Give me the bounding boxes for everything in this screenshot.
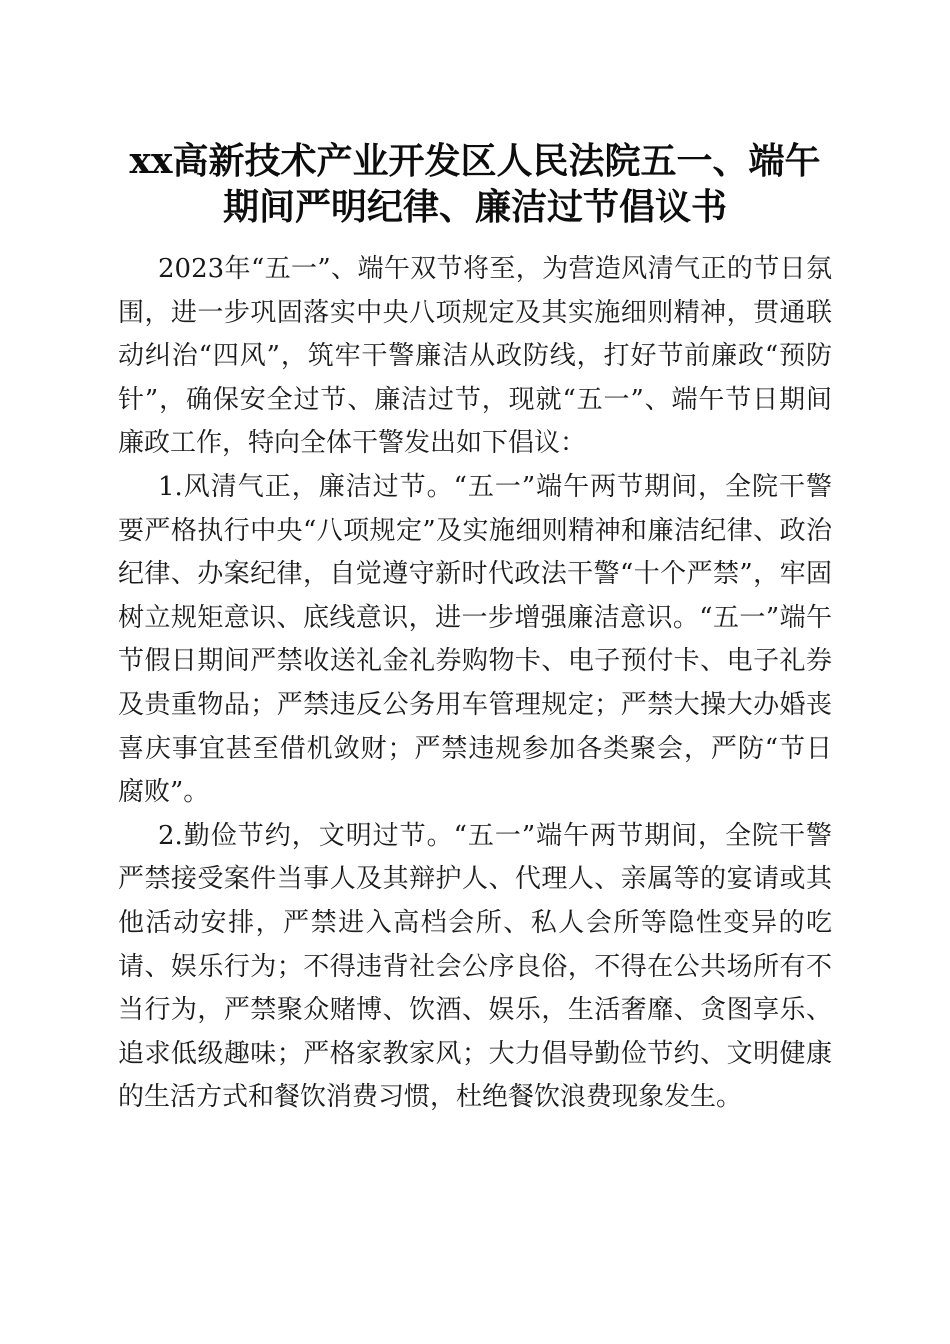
paragraph-item-2: 2.勤俭节约，文明过节。“五一”端午两节期间，全院干警严禁接受案件当事人及其辩护人、代理人、亲属等的宴请或其他活动安排，严禁进入高档会所、私人会所等隐性变异的吃请、娱乐行为；不得违背社会公序良俗，不得在公共场所有不当行为，严禁聚众赌博、饮酒、娱乐，生活奢靡、贪图享乐、追求低级趣味；严格家教家风；大力倡导勤俭节约、文明健康的生活方式和餐饮消费习惯，杜绝餐饮浪费现象发生。: [118, 820, 832, 1113]
document-title: [120, 138, 830, 230]
document-body: [118, 248, 832, 1120]
title-line-1: xx高新技术产业开发区人民法院五一、端午: [129, 140, 821, 182]
paragraph-item-1: 1.风清气正，廉洁过节。“五一”端午两节期间，全院干警要严格执行中央“八项规定”及实施细则精神和廉洁纪律、政治纪律、办案纪律，自觉遵守新时代政法干警“十个严禁”，牢固树立规矩意识、底线意识，进一步增强廉洁意识。“五一”端午节假日期间严禁收送礼金礼券购物卡、电子预付卡、电子礼券及贵重物品；严禁违反公务用车管理规定；严禁大操大办婚丧喜庆事宜甚至借机敛财；严禁违规参加各类聚会，严防“节日腐败”。: [118, 471, 832, 808]
title-line-2: 期间严明纪律、廉洁过节倡议书: [222, 186, 727, 228]
paragraph-intro: 2023年“五一”、端午双节将至，为营造风清气正的节日氛围，进一步巩固落实中央八项规定及其实施细则精神，贯通联动纠治“四风”，筑牢干警廉洁从政防线，打好节前廉政“预防针”，确保安全过节、廉洁过节，现就“五一”、端午节日期间廉政工作，特向全体干警发出如下倡议：: [118, 254, 832, 459]
